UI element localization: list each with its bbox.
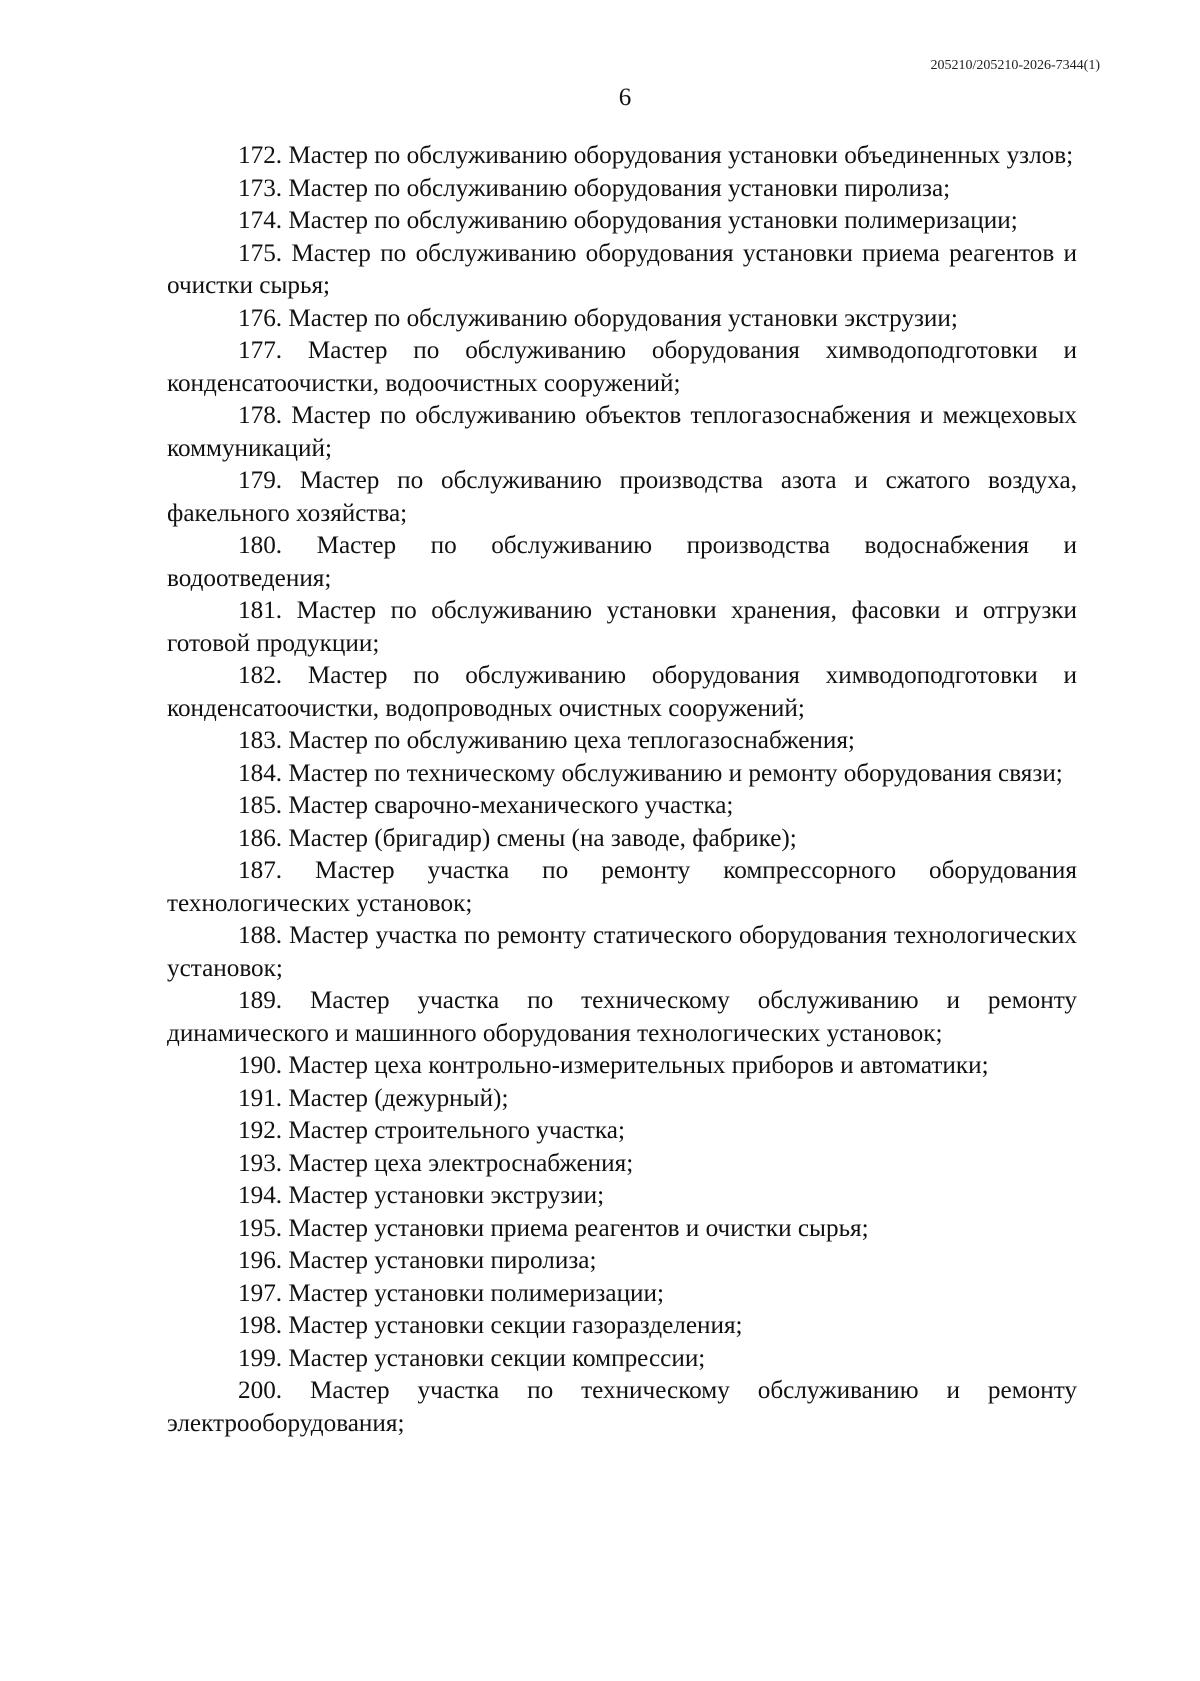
list-item: 198. Мастер установки секции газоразделения; [238,1312,743,1339]
list-item: 197. Мастер установки полимеризации; [238,1279,664,1307]
list-item: 185. Мастер сварочно-механического участка; [238,792,734,819]
list-item: 181. Мастер по обслуживанию установки хранения, фасовки и отгрузки готовой продукции; [167,597,1077,657]
list-item: 172. Мастер по обслуживанию оборудования установки объединенных узлов; [238,142,1074,169]
document-id: 205210/205210-2026-7344(1) [930,58,1100,73]
list-item: 190. Мастер цеха контрольно-измерительных приборов и автоматики; [238,1052,989,1079]
list-item: 174. Мастер по обслуживанию оборудования установки полимеризации; [238,207,1018,234]
list-item: 177. Мастер по обслуживанию оборудования химводоподготовки и конденсатоочистки, водоочистных сооружений; [167,337,1077,397]
list-item: 189. Мастер участка по техническому обслуживанию и ремонту динамического и машинного оборудования технологических установок; [167,987,1077,1047]
list-item: 176. Мастер по обслуживанию оборудования установки экструзии; [238,304,958,332]
list-item: 175. Мастер по обслуживанию оборудования установки приема реагентов и очистки сырья; [167,239,1077,299]
list-item: 180. Мастер по обслуживанию производства водоснабжения и водоотведения; [167,532,1077,592]
list-item: 179. Мастер по обслуживанию производства азота и сжатого воздуха, факельного хозяйства; [167,467,1077,527]
list-item: 184. Мастер по техническому обслуживанию и ремонту оборудования связи; [238,759,1063,787]
list-item: 182. Мастер по обслуживанию оборудования химводоподготовки и конденсатоочистки, водопроводных очистных сооружений; [167,662,1077,722]
list-item: 183. Мастер по обслуживанию цеха теплогазоснабжения; [238,727,855,754]
list-item: 196. Мастер установки пиролиза; [238,1247,597,1274]
list-item: 187. Мастер участка по ремонту компрессорного оборудования технологических установок; [167,857,1077,917]
list-item: 192. Мастер строительного участка; [238,1117,625,1144]
page-number: 6 [618,84,632,111]
list-item: 199. Мастер установки секции компрессии; [238,1344,706,1372]
positions-list [167,140,1077,1440]
list-item: 195. Мастер установки приема реагентов и очистки сырья; [238,1214,869,1242]
list-item: 178. Мастер по обслуживанию объектов теплогазоснабжения и межцеховых коммуникаций; [167,402,1077,462]
list-item: 191. Мастер (дежурный); [238,1084,509,1112]
list-item: 188. Мастер участка по ремонту статического оборудования технологических установок; [167,922,1077,982]
list-item: 173. Мастер по обслуживанию оборудования установки пиролиза; [238,174,951,202]
list-item: 194. Мастер установки экструзии; [238,1182,605,1209]
list-item: 200. Мастер участка по техническому обслуживанию и ремонту электрооборудования; [167,1377,1077,1437]
list-item: 186. Мастер (бригадир) смены (на заводе, фабрике); [238,824,797,852]
list-item: 193. Мастер цеха электроснабжения; [238,1149,634,1177]
